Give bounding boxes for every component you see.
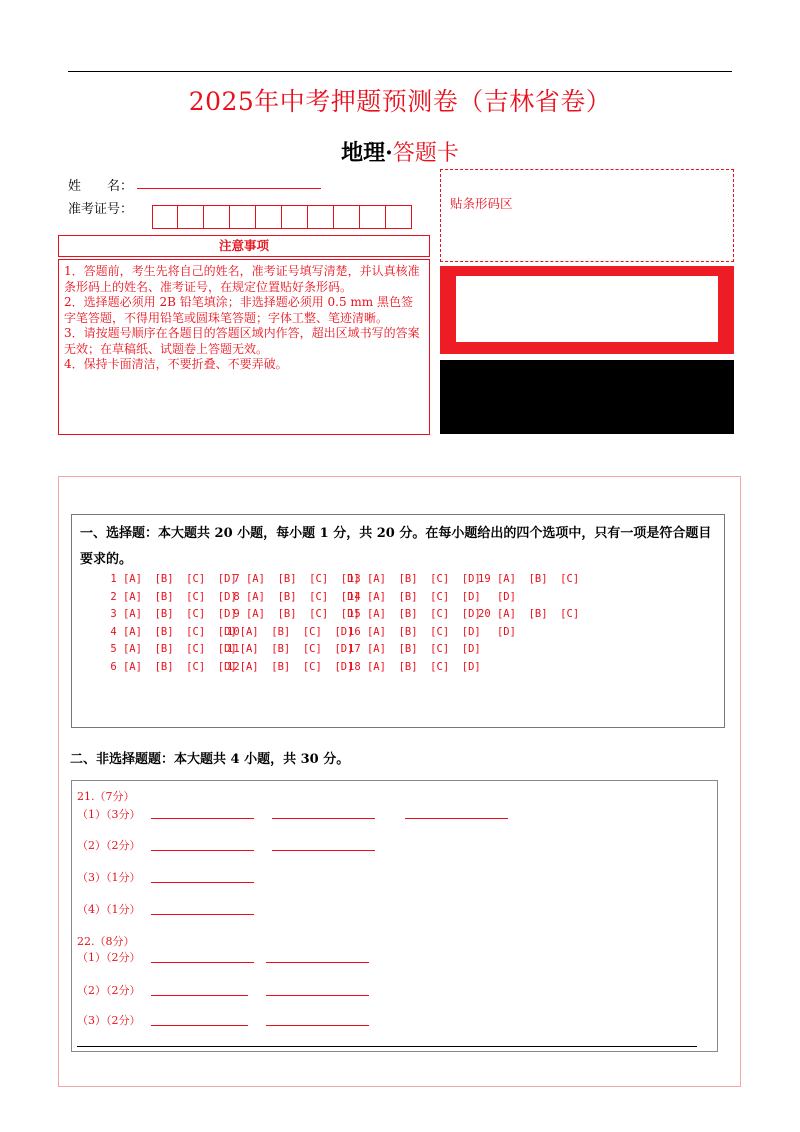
notice-item: 2．选择题必须用 2B 铅笔填涂；非选择题必须用 0.5 mm 黑色签字笔答题，不得用铅笔或圆珠笔答题；字体工整、笔迹清晰。 <box>64 295 414 325</box>
answer-blank[interactable] <box>266 995 369 996</box>
notice-heading: 注意事项 <box>58 235 430 257</box>
answer-blank[interactable] <box>151 818 254 819</box>
choice-column <box>478 571 579 641</box>
absent-mark-frame <box>440 266 734 354</box>
question-21-label: 21.（7分） <box>77 790 135 803</box>
answer-blank[interactable] <box>266 962 369 963</box>
choice-row[interactable]: 2 [A] [B] [C] [D] <box>104 590 237 603</box>
question-21-part-2: （2）（2分） <box>77 839 141 852</box>
exam-id-digit-box[interactable] <box>308 205 334 229</box>
exam-id-boxes[interactable] <box>152 205 412 229</box>
choice-row[interactable]: 19 [A] [B] [C] <box>478 573 580 585</box>
notice-item: 4．保持卡面清洁，不要折叠、不要弄破。 <box>64 357 288 371</box>
exam-id-digit-box[interactable] <box>230 205 256 229</box>
subject-label: 地理 <box>341 140 386 166</box>
answer-blank[interactable] <box>405 818 508 819</box>
choice-row[interactable]: 1 [A] [B] [C] [D] <box>104 573 237 585</box>
choice-row[interactable]: 10[A] [B] [C] [D] <box>227 625 354 638</box>
choice-column <box>227 571 360 677</box>
name-label: 姓 名： <box>68 179 134 194</box>
choice-row[interactable]: 15 [A] [B] [C] [D] <box>348 608 481 621</box>
answer-blank[interactable] <box>272 818 375 819</box>
choice-row[interactable]: 18 [A] [B] [C] [D] <box>348 660 481 673</box>
exam-id-digit-box[interactable] <box>282 205 308 229</box>
barcode-area <box>440 169 734 262</box>
notice-item: 3．请按题号顺序在各题目的答题区域内作答，超出区域书写的答案无效；在草稿纸、试题卷上答题无效。 <box>64 326 420 356</box>
choice-row[interactable]: 16 [A] [B] [C] [D] <box>348 625 481 638</box>
choice-row[interactable]: [D] <box>478 625 516 638</box>
choice-row[interactable]: 13 [A] [B] [C] [D] <box>348 573 481 585</box>
choice-column <box>104 571 237 677</box>
choice-row[interactable]: 6 [A] [B] [C] [D] <box>104 660 237 673</box>
question-21-part-1: （1）（3分） <box>77 808 141 821</box>
notice-item: 1．答题前，考生先将自己的姓名，准考证号填写清楚，并认真核准条形码上的姓名、准考证号，在规定位置贴好条形码。 <box>64 264 420 294</box>
answer-blank[interactable] <box>151 850 254 851</box>
bottom-rule <box>77 1046 697 1047</box>
choice-row[interactable]: 7 [A] [B] [C] [D] <box>227 573 360 585</box>
answer-blank[interactable] <box>151 882 254 883</box>
exam-id-digit-box[interactable] <box>178 205 204 229</box>
answer-blank[interactable] <box>272 850 375 851</box>
exam-id-digit-box[interactable] <box>360 205 386 229</box>
answer-blank[interactable] <box>151 995 248 996</box>
choice-row[interactable]: 5 [A] [B] [C] [D] <box>104 643 237 656</box>
choice-row[interactable]: 3 [A] [B] [C] [D] <box>104 608 237 621</box>
notice-body <box>58 259 430 435</box>
barcode-label: 贴条形码区 <box>450 196 513 211</box>
non-choice-heading: 二、非选择题题：本大题共 4 小题，共 30 分。 <box>70 752 350 767</box>
page-title: 2025年中考押题预测卷（吉林省卷） <box>188 87 612 116</box>
card-label: 答题卡 <box>392 141 459 166</box>
choice-row[interactable]: 17 [A] [B] [C] [D] <box>348 643 481 656</box>
choice-row[interactable]: 20 [A] [B] [C] <box>478 608 580 621</box>
choice-row[interactable]: [D] <box>478 590 516 603</box>
choice-row[interactable]: 9 [A] [B] [C] [D] <box>227 608 360 621</box>
choice-row[interactable]: 14 [A] [B] [C] [D] <box>348 590 481 603</box>
question-21-part-4: （4）（1分） <box>77 903 141 916</box>
question-22-part-3: （3）（2分） <box>77 1014 141 1027</box>
choice-row[interactable]: 8 [A] [B] [C] [D] <box>227 590 360 603</box>
exam-id-digit-box[interactable] <box>334 205 360 229</box>
exam-id-label: 准考证号： <box>68 202 134 217</box>
subtitle-separator: · <box>385 140 393 166</box>
choice-section-heading: 一、选择题：本大题共 20 小题，每小题 1 分，共 20 分。在每小题给出的四个选项中，只有一项是符合题目要求的。 <box>80 526 712 567</box>
answer-blank[interactable] <box>151 1025 248 1026</box>
exam-id-digit-box[interactable] <box>386 205 412 229</box>
top-rule <box>68 71 732 72</box>
exam-id-digit-box[interactable] <box>204 205 230 229</box>
choice-row[interactable]: 11[A] [B] [C] [D] <box>227 643 354 656</box>
question-22-part-1: （1）（2分） <box>77 951 141 964</box>
answer-blank[interactable] <box>266 1025 369 1026</box>
exam-id-digit-box[interactable] <box>256 205 282 229</box>
choice-row[interactable]: 12[A] [B] [C] [D] <box>227 660 354 673</box>
non-choice-section <box>71 780 718 1052</box>
name-field[interactable] <box>137 188 321 189</box>
question-22-part-2: （2）（2分） <box>77 984 141 997</box>
black-block <box>440 360 734 434</box>
question-22-label: 22.（8分） <box>77 935 135 948</box>
question-21-part-3: （3）（1分） <box>77 871 141 884</box>
answer-card-subtitle <box>0 136 800 167</box>
answer-blank[interactable] <box>151 914 254 915</box>
answer-blank[interactable] <box>151 962 254 963</box>
choice-column <box>348 571 481 677</box>
exam-id-digit-box[interactable] <box>152 205 178 229</box>
choice-row[interactable]: 4 [A] [B] [C] [D] <box>104 625 237 638</box>
